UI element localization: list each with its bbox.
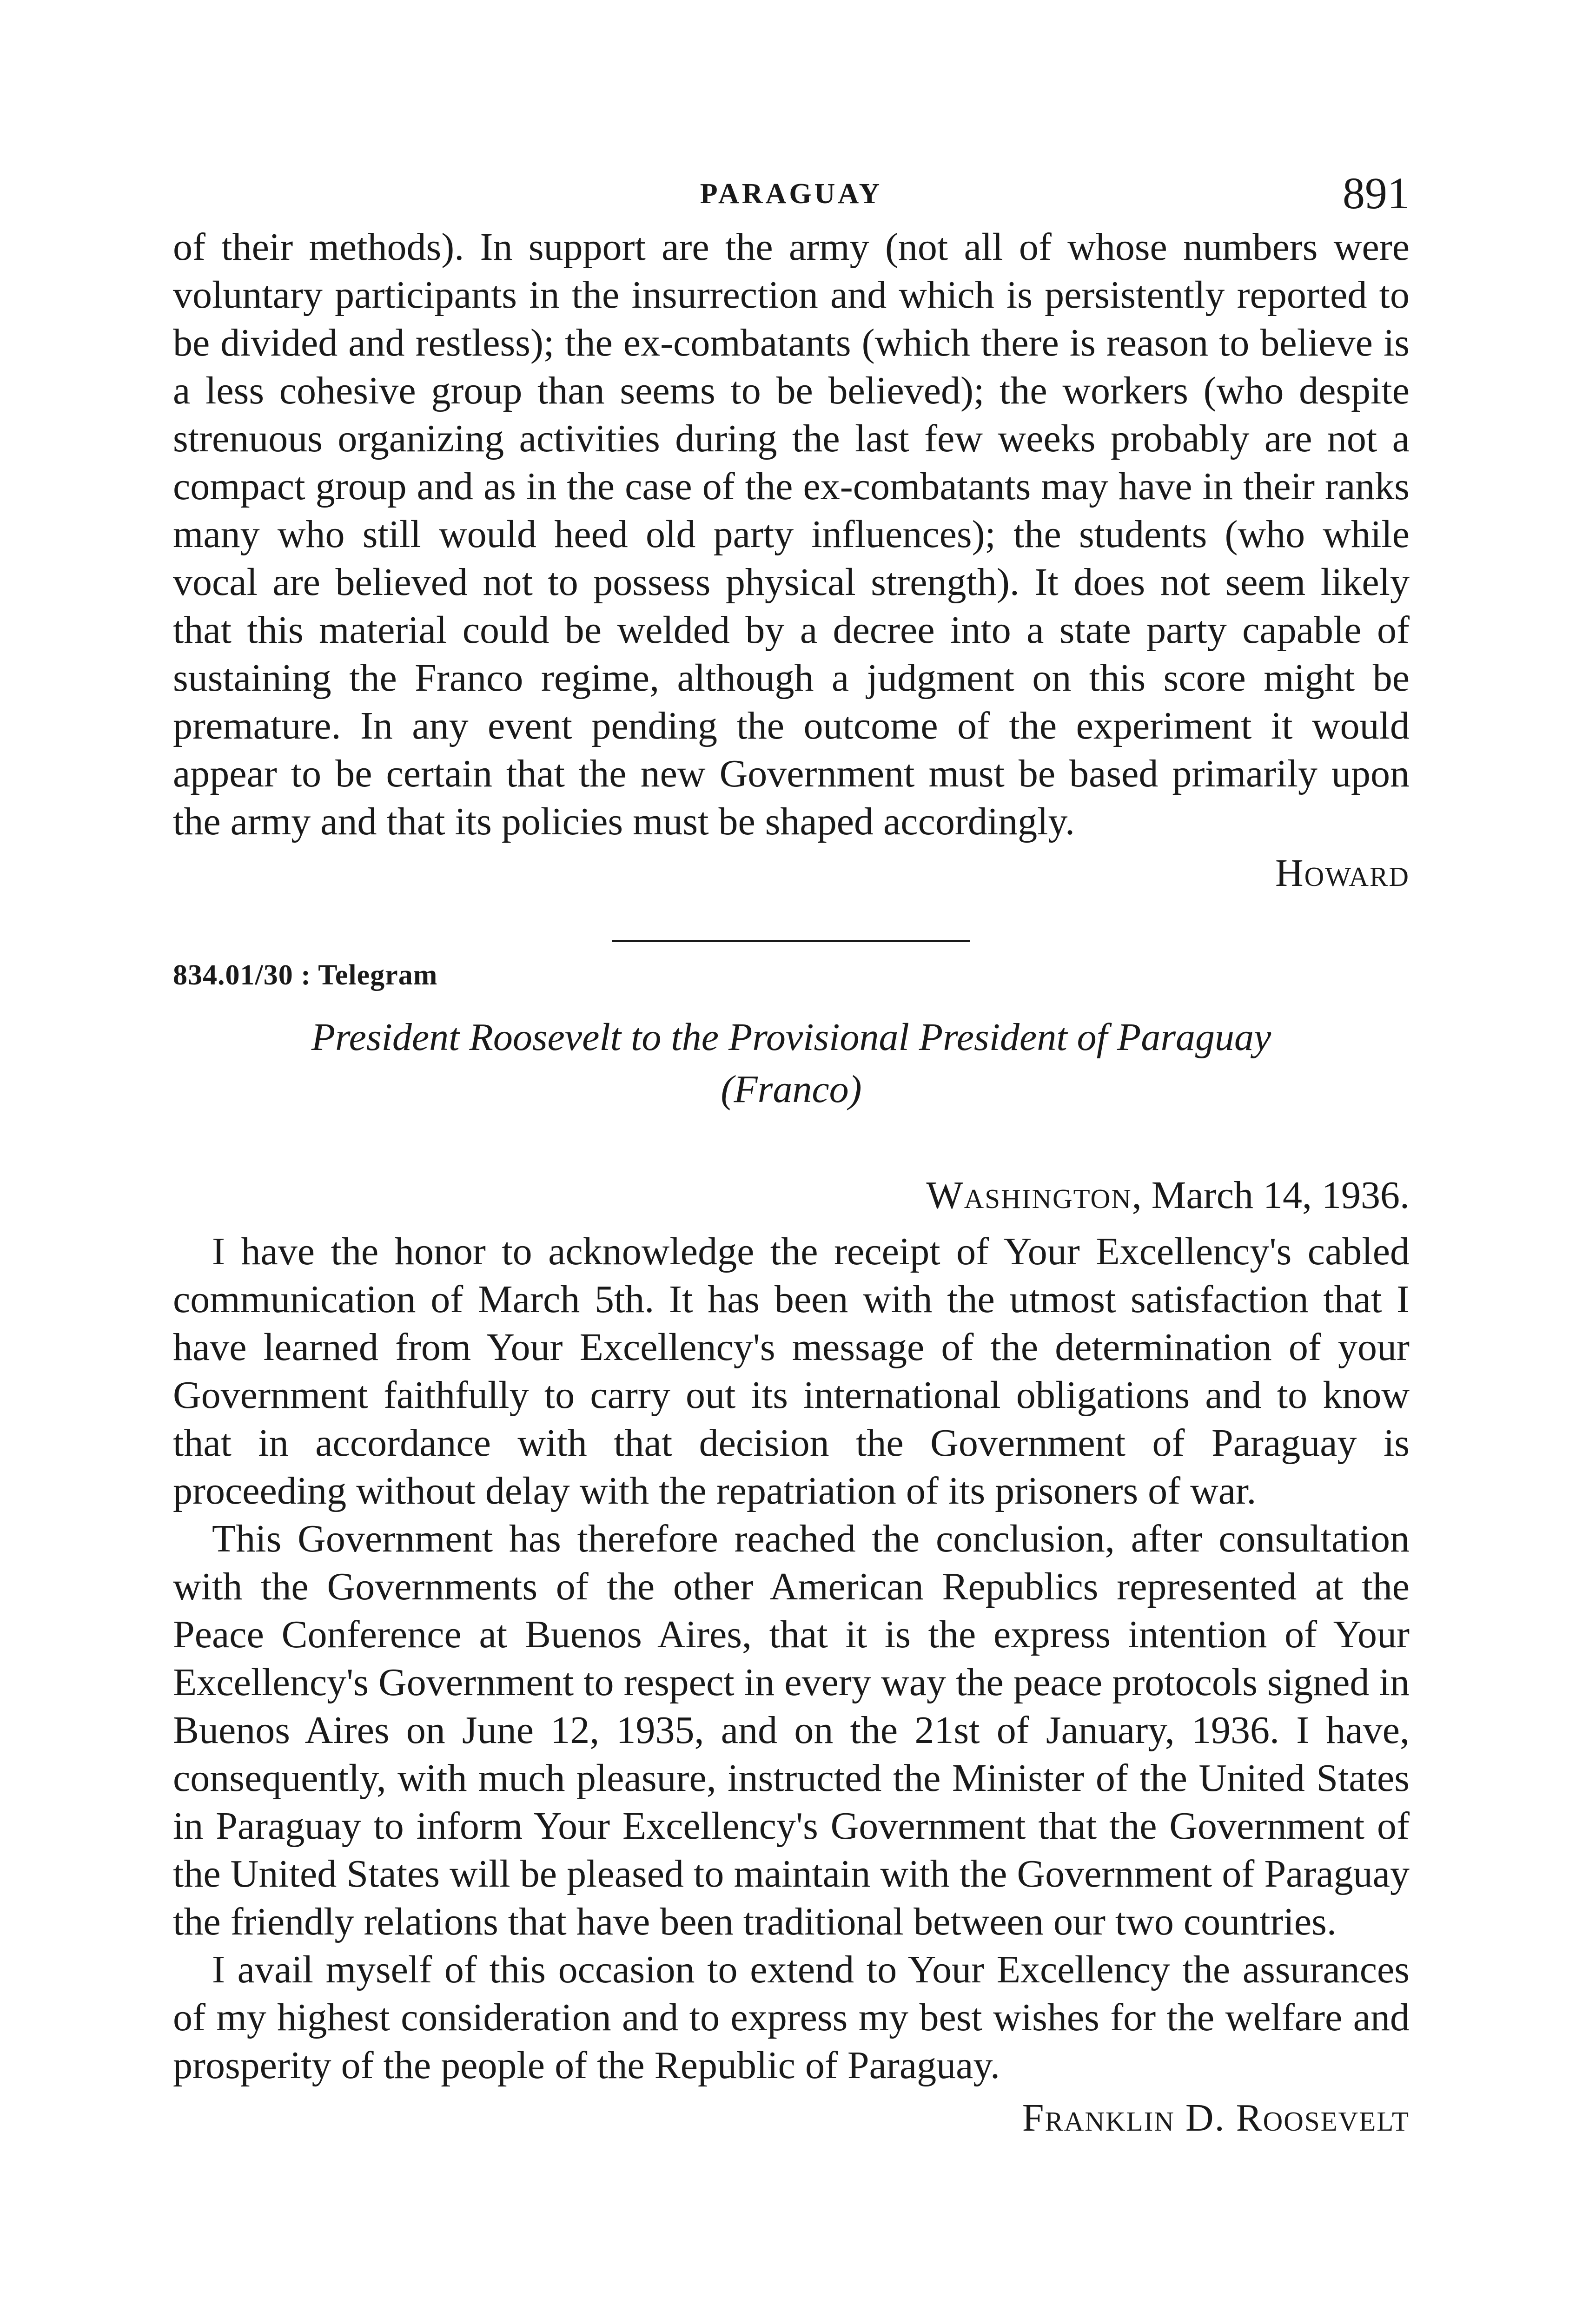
section-divider: [612, 940, 970, 942]
dateline-place: Washington: [926, 1174, 1132, 1217]
document-title-line-2: (Franco): [721, 1068, 862, 1111]
document-title-line-1: President Roosevelt to the Provisional President of Paraguay: [311, 1016, 1271, 1059]
running-head: [173, 167, 1410, 223]
file-reference: 834.01/30 : Telegram: [173, 959, 438, 991]
dateline: [173, 1171, 1410, 1219]
document-page: [173, 167, 1410, 2142]
signature-howard: Howard: [1275, 852, 1410, 895]
running-title: PARAGUAY: [700, 178, 883, 210]
dateline-date: , March 14, 1936.: [1132, 1174, 1410, 1217]
continuation-paragraph: of their methods). In support are the army (not all of whose numbers were voluntary participants in the insurrection and which is persistently reported to be divided and restless); the ex-combatants (which there is reason to believe is a less cohesive group than seems to be believed); the workers (who despite strenuous organizing activities during the last few weeks probably are not a compact group and as in the case of the ex-combatants may have in their ranks many who still would heed old party influences); the students (who while vocal are believed not to possess physical strength). It does not seem likely that this material could be welded by a decree into a state party capable of sustaining the Franco regime, although a judgment on this score might be premature. In any event pending the outcome of the experiment it would appear to be certain that the new Government must be based primarily upon the army and that its policies must be shaped accordingly.: [173, 225, 1410, 843]
signature-roosevelt: Franklin D. Roosevelt: [1022, 2096, 1410, 2139]
document-title: [173, 1011, 1410, 1116]
page-number: 891: [1343, 168, 1410, 218]
letter-paragraph-1: I have the honor to acknowledge the receipt of Your Excellency's cabled communication of March 5th. It has been with the utmost satisfaction that I have learned from Your Excellency's message of the determination of your Government faithfully to carry out its international obligations and to know that in accordance with that decision the Government of Paraguay is proceeding without delay with the repatriation of its prisoners of war.: [173, 1230, 1410, 1512]
letter-paragraph-3: I avail myself of this occasion to extend to Your Excellency the assurances of my highest consideration and to express my best wishes for the welfare and prosperity of the people of the Republic of Paraguay.: [173, 1948, 1410, 2087]
letter-paragraph-2: This Government has therefore reached the conclusion, after consultation with the Governments of the other American Republics represented at the Peace Conference at Buenos Aires, that it is the express intention of Your Excellency's Government to respect in every way the peace protocols signed in Buenos Aires on June 12, 1935, and on the 21st of January, 1936. I have, consequently, with much pleasure, instructed the Minister of the United States in Paraguay to inform Your Excellency's Government that the Government of the United States will be pleased to maintain with the Government of Paraguay the friendly relations that have been traditional between our two countries.: [173, 1517, 1410, 1943]
